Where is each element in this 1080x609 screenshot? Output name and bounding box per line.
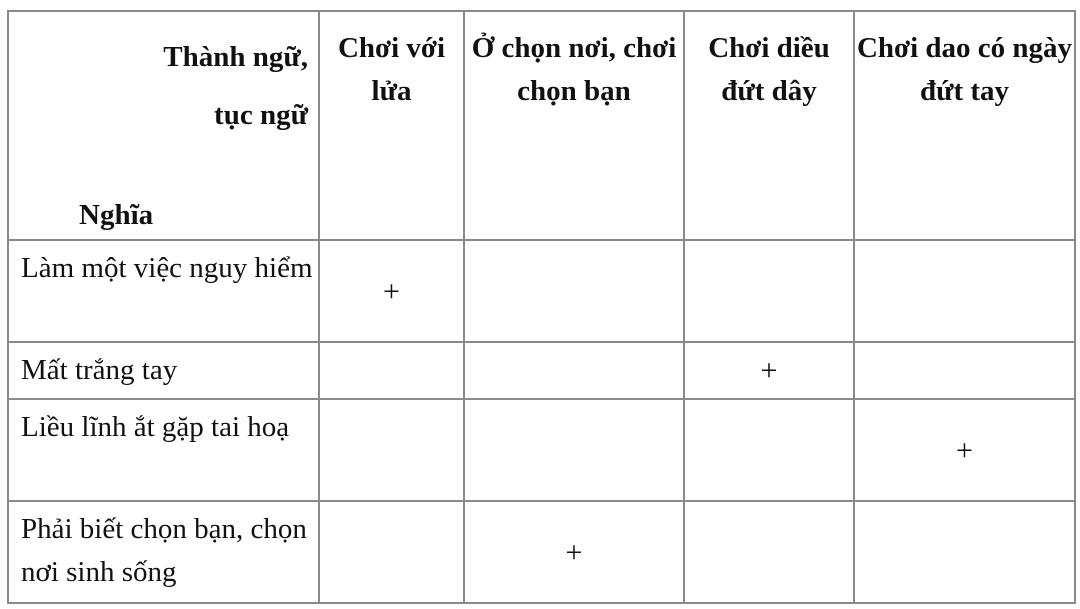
meaning-cell: Mất trắng tay [8, 342, 319, 399]
table-row [8, 501, 1075, 603]
mark-cell: + [464, 501, 684, 603]
mark-cell [319, 501, 464, 603]
mark-cell [684, 501, 854, 603]
table-header-row [8, 11, 1075, 240]
mark-cell [684, 240, 854, 342]
mark-cell [854, 342, 1075, 399]
column-header-choi-voi-lua: Chơi với lửa [319, 11, 464, 240]
meaning-cell: Phải biết chọn bạn, chọn nơi sinh sống [8, 501, 319, 603]
meaning-cell: Làm một việc nguy hiểm [8, 240, 319, 342]
column-header-o-chon-noi: Ở chọn nơi, chơi chọn bạn [464, 11, 684, 240]
table-row [8, 342, 1075, 399]
table-row [8, 240, 1075, 342]
corner-header-cell [8, 11, 319, 240]
corner-header-idiom-label [163, 28, 308, 144]
column-header-choi-dao: Chơi dao có ngày đứt tay [854, 11, 1075, 240]
meaning-cell: Liều lĩnh ắt gặp tai hoạ [8, 399, 319, 501]
corner-header-line-1: Thành ngữ, [163, 41, 308, 73]
mark-cell [854, 240, 1075, 342]
mark-cell [319, 399, 464, 501]
idiom-meaning-table-wrapper [7, 10, 1076, 604]
column-header-choi-dieu-dut-day: Chơi diều đứt dây [684, 11, 854, 240]
table-row [8, 399, 1075, 501]
mark-cell: + [684, 342, 854, 399]
mark-cell: + [854, 399, 1075, 501]
mark-cell [464, 399, 684, 501]
mark-cell: + [319, 240, 464, 342]
mark-cell [464, 342, 684, 399]
corner-header-line-2: tục ngữ [214, 99, 308, 131]
corner-header-meaning-label: Nghĩa [79, 199, 154, 231]
mark-cell [319, 342, 464, 399]
mark-cell [854, 501, 1075, 603]
idiom-meaning-table [7, 10, 1076, 604]
mark-cell [464, 240, 684, 342]
mark-cell [684, 399, 854, 501]
